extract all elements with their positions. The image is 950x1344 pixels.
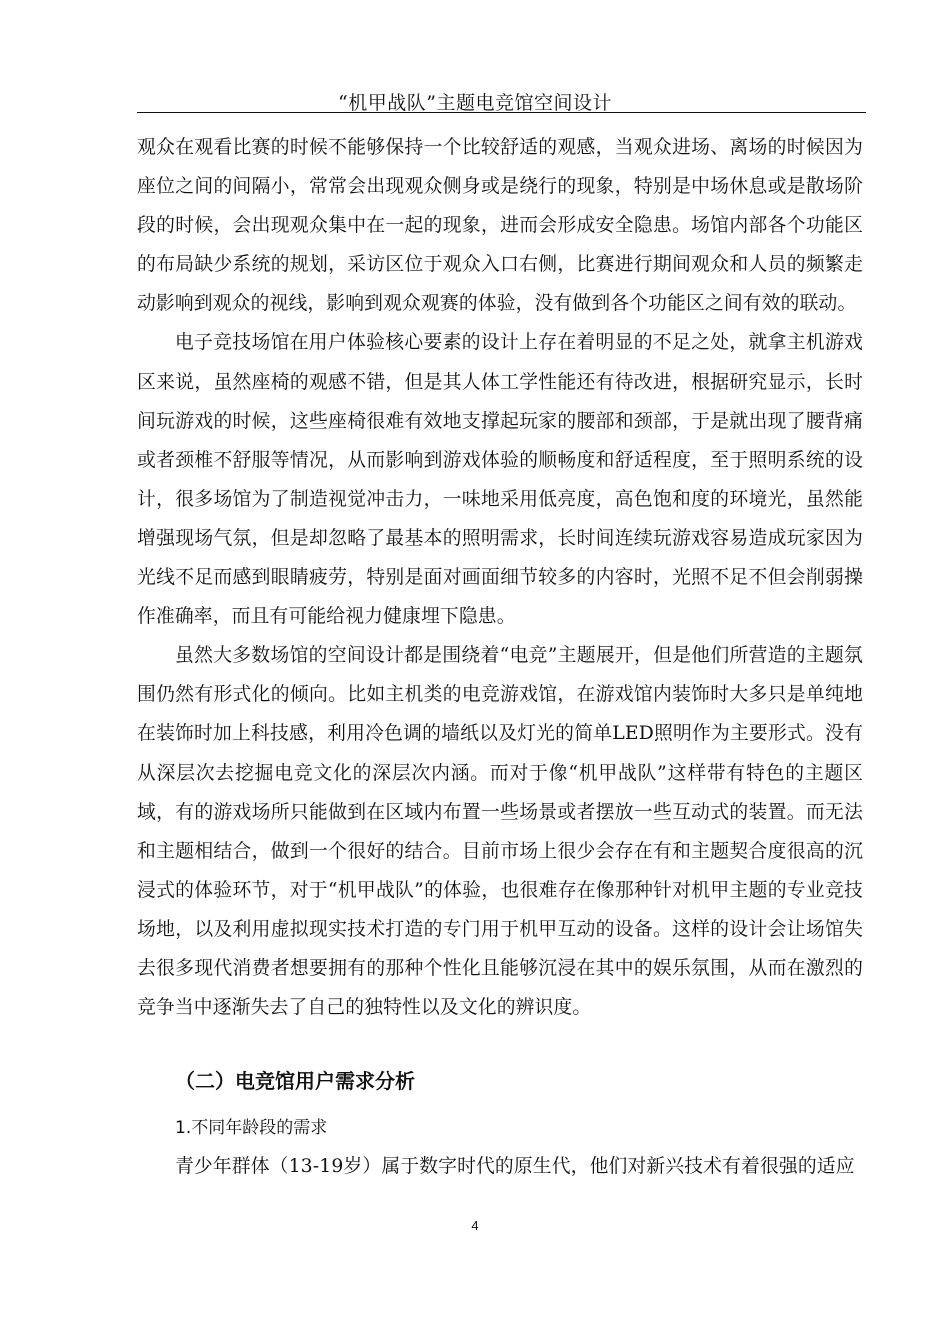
paragraph-audience-comfort: 观众在观看比赛的时候不能够保持一个比较舒适的观感，当观众进场、离场的时候因为座位之间的间隔小，常常会出现观众侧身或是绕行的现象，特别是中场休息或是散场阶段的时候，会出现观众集中在一起的现象，进而会形成安全隐患。场馆内部各个功能区的布局缺少系统的规划，采访区位于观众入口右侧，比赛进行期间观众和人员的频繁走动影响到观众的视线，影响到观众观赛的体验，没有做到各个功能区之间有效的联动。 [137, 137, 863, 315]
section-heading: （二）电竞馆用户需求分析 [175, 1069, 415, 1093]
body-text [137, 128, 863, 1027]
paragraph-teen-group: 青少年群体（13-19岁）属于数字时代的原生代，他们对新兴技术有着很强的适应 [175, 1156, 855, 1177]
subsection-heading: 1.不同年龄段的需求 [175, 1118, 328, 1138]
paragraph-theme-atmosphere: 虽然大多数场馆的空间设计都是围绕着“电竞”主题展开，但是他们所营造的主题氛围仍然有形式化的倾向。比如主机类的电竞游戏馆，在游戏馆内装饰时大多只是单纯地在装饰时加上科技感，利用冷色调的墙纸以及灯光的简单LED照明作为主要形式。没有从深层次去挖掘电竞文化的深层次内涵。而对于像“机甲战队”这样带有特色的主题区域，有的游戏场所只能做到在区域内布置一些场景或者摆放一些互动式的装置。而无法和主题相结合，做到一个很好的结合。目前市场上很少会存在有和主题契合度很高的沉浸式的体验环节，对于“机甲战队”的体验，也很难存在像那种针对机甲主题的专业竞技场地，以及利用虚拟现实技术打造的专门用于机甲互动的设备。这样的设计会让场馆失去很多现代消费者想要拥有的那种个性化且能够沉浸在其中的娱乐氛围，从而在激烈的竞争当中逐渐失去了自己的独特性以及文化的辨识度。 [137, 645, 863, 1019]
page-header-title: “机甲战队”主题电竞馆空间设计 [338, 92, 612, 114]
page-number: 4 [471, 1218, 479, 1233]
paragraph-user-experience: 电子竞技场馆在用户体验核心要素的设计上存在着明显的不足之处，就拿主机游戏区来说，虽然座椅的观感不错，但是其人体工学性能还有待改进，根据研究显示，长时间玩游戏的时候，这些座椅很难有效地支撑起玩家的腰部和颈部，于是就出现了腰背痛或者颈椎不舒服等情况，从而影响到游戏体验的顺畅度和舒适程度，至于照明系统的设计，很多场馆为了制造视觉冲击力，一味地采用低亮度，高色饱和度的环境光，虽然能增强现场气氛，但是却忽略了最基本的照明需求，长时间连续玩游戏容易造成玩家因为光线不足而感到眼睛疲劳，特别是面对画面细节较多的内容时，光照不足不但会削弱操作准确率，而且有可能给视力健康埋下隐患。 [137, 332, 863, 628]
header-rule [137, 112, 866, 113]
